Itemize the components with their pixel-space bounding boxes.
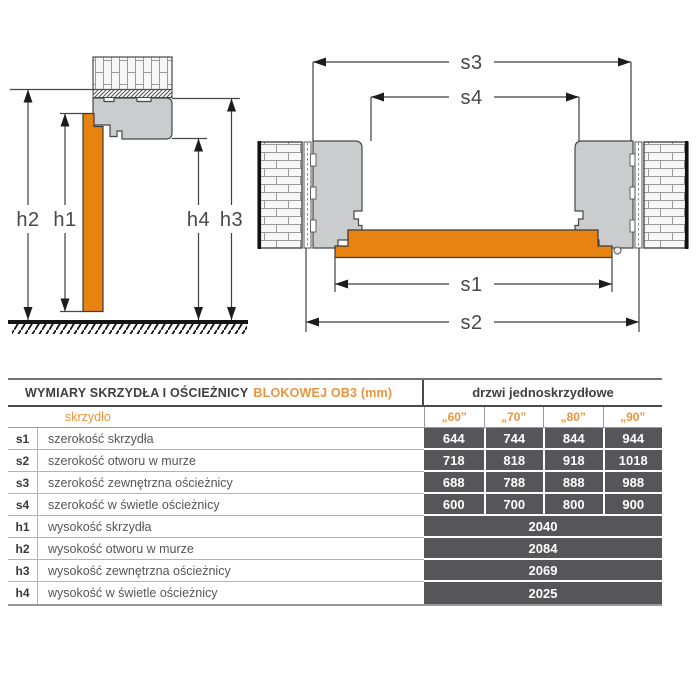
dim-label-s3: s3: [460, 52, 483, 74]
dim-label-h3: h3: [219, 209, 244, 231]
value-s4-70: 700: [484, 494, 544, 516]
dim-label-s2: s2: [460, 312, 483, 334]
value-s3-80: 888: [543, 472, 603, 494]
value-s1-80: 844: [543, 428, 603, 450]
size-col-70: „70”: [484, 407, 544, 428]
size-col-90: „90”: [603, 407, 663, 428]
dimension-arrow-h2: [24, 90, 33, 321]
right-foil-strip: [635, 142, 642, 248]
row-desc-h1: wysokość skrzydła: [38, 516, 424, 538]
value-h1: 2040: [424, 516, 662, 538]
table-title-main: WYMIARY SKRZYDŁA I OŚCIEŻNICY: [25, 385, 249, 400]
row-key-s3: s3: [8, 472, 38, 494]
dim-label-h1: h1: [53, 209, 77, 231]
door-leaf-plan: [335, 230, 612, 258]
row-desc-s1: szerokość skrzydła: [38, 428, 424, 450]
value-s4-60: 600: [424, 494, 484, 516]
frame-head-profile: [93, 98, 172, 139]
left-foil-strip: [304, 142, 311, 248]
row-key-h3: h3: [8, 560, 38, 582]
row-key-h1: h1: [8, 516, 38, 538]
row-key-s2: s2: [8, 450, 38, 472]
floor-line: [8, 320, 248, 324]
dim-label-h2: h2: [16, 209, 40, 231]
table-title-accent: BLOKOWEJ OB3 (mm): [253, 385, 393, 400]
right-brick-wall: [644, 141, 688, 249]
value-s3-70: 788: [484, 472, 544, 494]
value-s4-90: 900: [603, 494, 663, 516]
brick-lintel: [93, 57, 172, 90]
value-s1-70: 744: [484, 428, 544, 450]
value-s3-60: 688: [424, 472, 484, 494]
row-desc-h2: wysokość otworu w murze: [38, 538, 424, 560]
row-desc-s4: szerokość w świetle ościeżnicy: [38, 494, 424, 516]
dim-label-s4: s4: [460, 87, 483, 109]
foam-seal-strip: [93, 90, 172, 98]
row-desc-s3: szerokość zewnętrzna ościeżnicy: [38, 472, 424, 494]
left-frame-notches: [311, 154, 317, 232]
horizontal-section-diagram: [258, 52, 688, 334]
value-s1-90: 944: [603, 428, 663, 450]
value-h3: 2069: [424, 560, 662, 582]
value-s2-90: 1018: [603, 450, 663, 472]
table-subheader-leaf: skrzydło: [8, 407, 424, 428]
size-col-60: „60”: [424, 407, 484, 428]
value-s2-70: 818: [484, 450, 544, 472]
row-key-h4: h4: [8, 582, 38, 604]
row-key-s4: s4: [8, 494, 38, 516]
vertical-section-diagram: [8, 57, 248, 334]
table-header-door-type: drzwi jednoskrzydłowe: [424, 380, 662, 407]
row-desc-s2: szerokość otworu w murze: [38, 450, 424, 472]
dim-label-s1: s1: [460, 274, 483, 296]
row-desc-h3: wysokość zewnętrzna ościeżnicy: [38, 560, 424, 582]
value-s4-80: 800: [543, 494, 603, 516]
left-brick-wall: [258, 141, 302, 249]
row-desc-h4: wysokość w świetle ościeżnicy: [48, 586, 218, 600]
dim-label-h4: h4: [186, 209, 211, 231]
floor-hatch: [12, 324, 247, 334]
value-s3-90: 988: [603, 472, 663, 494]
value-s2-80: 918: [543, 450, 603, 472]
hinge-pin: [614, 247, 621, 254]
value-h4: 2025: [424, 582, 662, 604]
value-s1-60: 644: [424, 428, 484, 450]
row-key-s1: s1: [8, 428, 38, 450]
dimensions-table: [8, 378, 662, 606]
value-s2-60: 718: [424, 450, 484, 472]
size-col-80: „80”: [543, 407, 603, 428]
door-leaf-section: [83, 114, 103, 312]
table-title: [8, 380, 424, 407]
value-h2: 2084: [424, 538, 662, 560]
row-key-h2: h2: [8, 538, 38, 560]
